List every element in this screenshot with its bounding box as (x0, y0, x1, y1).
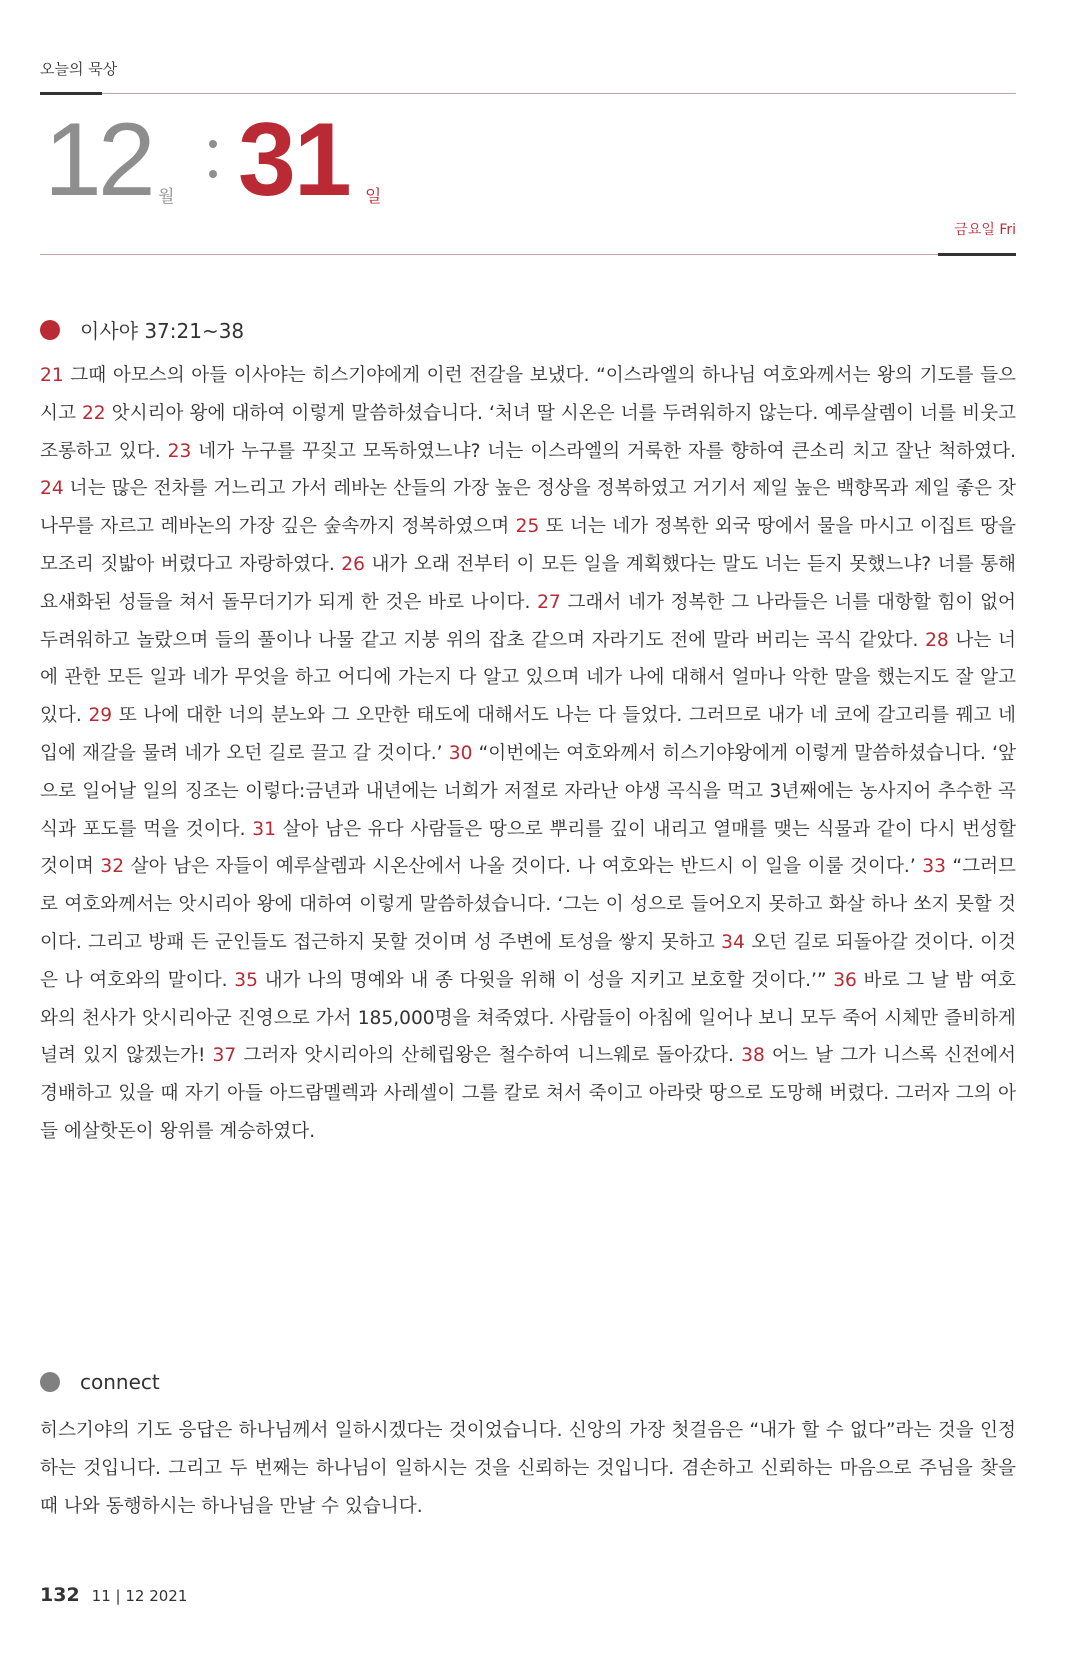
verse-number: 26 (341, 553, 365, 575)
verse-number: 29 (88, 705, 113, 727)
month-unit: 월 (158, 187, 175, 207)
verse-number: 30 (448, 742, 473, 764)
top-rule (40, 93, 1016, 94)
verse-text: 살아 남은 자들이 예루살렘과 시온산에서 나올 것이다. 나 여호와는 반드시 이 일을 이룰 것이다.’ (124, 856, 923, 878)
verse-text: 또 나에 대한 너의 분노와 그 오만한 태도에 대해서도 나는 다 들었다. 그러므로 내가 네 코에 갈고리를 꿰고 네 입에 재갈을 물려 네가 오던 길로 끌고 갈 것이다.’ (40, 705, 1016, 764)
mid-rule (40, 254, 1016, 255)
verse-text: 내가 오래 전부터 이 모든 일을 계획했다는 말도 너는 듣지 못했느냐? 너를 통해 요새화된 성들을 쳐서 돌무더기가 되게 한 것은 바로 나이다. (40, 553, 1016, 613)
verse-number: 37 (212, 1045, 237, 1067)
verse-text: 그때 아모스의 아들 이사야는 히스기야에게 이런 전갈을 보냈다. “이스라엘의 하나님 여호와께서는 왕의 기도를 들으시고 (40, 365, 1016, 424)
issue-date: 11 | 12 2021 (91, 1587, 188, 1605)
verse-number: 21 (40, 365, 64, 386)
scripture-text (40, 357, 1016, 1151)
verse-number: 38 (741, 1045, 765, 1067)
top-rule-accent (40, 92, 102, 95)
colon-dot-bottom (209, 170, 217, 178)
verse-text: 오던 길로 되돌아갈 것이다. 이것은 나 여호와의 말이다. (40, 931, 1016, 991)
verse-text: “이번에는 여호와께서 히스기야왕에게 이렇게 말씀하셨습니다. ‘앞으로 일어날 일의 징조는 이렇다:금년과 내년에는 너희가 저절로 자라난 야생 곡식을 먹고 3년째에는 농사지어 추수한 곡식과 포도를 먹을 것이다. (40, 742, 1016, 840)
connect-heading (40, 1370, 160, 1394)
verse-text: 그래서 네가 정복한 그 나라들은 너를 대항할 힘이 없어 두려워하고 놀랐으며 들의 풀이나 나물 같고 지붕 위의 잡초 같으며 자라기도 전에 말라 버리는 곡식 같았다. (40, 591, 1016, 651)
footer (40, 1584, 187, 1606)
connect-body: 히스기야의 기도 응답은 하나님께서 일하시겠다는 것이었습니다. 신앙의 가장 첫걸음은 “내가 할 수 없다”라는 것을 인정하는 것입니다. 그리고 두 번째는 하나님이 일하시는 것을 신뢰하는 것입니다. 겸손하고 신뢰하는 마음으로 주님을 찾을 때 나와 동행하시는 하나님을 만날 수 있습니다. (40, 1420, 1016, 1517)
grey-bullet-icon (40, 1372, 60, 1392)
verse-number: 36 (833, 969, 857, 991)
verse-text: 어느 날 그가 니스록 신전에서 경배하고 있을 때 자기 아들 아드람멜렉과 사레셀이 그를 칼로 쳐서 죽이고 아라랏 땅으로 도망해 버렸다. 그러자 그의 아들 에살핫돈이 왕위를 계승하였다. (40, 1045, 1016, 1142)
verse-text: 바로 그 날 밤 여호와의 천사가 앗시리아군 진영으로 가서 185,000명을 쳐죽였다. 사람들이 아침에 일어나 보니 모두 죽어 시체만 즐비하게 널려 있지 않겠는가! (40, 969, 1016, 1067)
verse-number: 22 (81, 402, 106, 424)
date-day: 31 (238, 102, 350, 218)
verse-number: 32 (100, 856, 125, 878)
verse-number: 34 (721, 931, 745, 953)
section-label: 오늘의 묵상 (40, 60, 118, 78)
day-unit: 일 (365, 187, 382, 207)
verse-number: 28 (925, 629, 949, 651)
colon-dot-top (209, 140, 217, 148)
page-number: 132 (40, 1584, 80, 1606)
verse-text: “그러므로 여호와께서는 앗시리아 왕에 대하여 이렇게 말씀하셨습니다. ‘그는 이 성으로 들어오지 못하고 화살 하나 쏘지 못할 것이다. 그리고 방패 든 군인들도 접근하지 못할 것이며 성 주변에 토성을 쌓지 못하고 (40, 856, 1016, 953)
verse-text: 내가 나의 명예와 내 종 다윗을 위해 이 성을 지키고 보호할 것이다.’” (257, 969, 834, 991)
verse-number: 33 (922, 856, 946, 878)
verse-text: 그러자 앗시리아의 산헤립왕은 철수하여 니느웨로 돌아갔다. (236, 1045, 742, 1067)
verse-number: 35 (234, 969, 258, 991)
mid-rule-accent (938, 253, 1016, 256)
weekday: 금요일 Fri (954, 222, 1016, 238)
verse-text: 살아 남은 유다 사람들은 땅으로 뿌리를 깊이 내리고 열매를 맺는 식물과 같이 다시 번성할 것이며 (40, 818, 1016, 878)
date-month: 12 (44, 102, 152, 218)
verse-number: 27 (537, 591, 561, 613)
verse-text: 앗시리아 왕에 대하여 이렇게 말씀하셨습니다. ‘처녀 딸 시온은 너를 두려워하지 않는다. 예루살렘이 너를 비웃고 조롱하고 있다. (40, 402, 1016, 462)
verse-number: 23 (167, 440, 192, 462)
verse-text: 너는 많은 전차를 거느리고 가서 레바논 산들의 가장 높은 정상을 정복하였고 거기서 제일 높은 백향목과 제일 좋은 잣나무를 자르고 레바논의 가장 깊은 숲속까지 정복하였으며 (40, 478, 1016, 538)
red-bullet-icon (40, 320, 60, 340)
verse-text: 나는 너에 관한 모든 일과 네가 무엇을 하고 어디에 가는지 다 알고 있으며 네가 나에 대해서 얼마나 악한 말을 했는지도 잘 알고 있다. (40, 629, 1016, 727)
verse-text: 네가 누구를 꾸짖고 모독하였느냐? 너는 이스라엘의 거룩한 자를 향하여 큰소리 치고 잘난 척하였다. (191, 440, 1016, 462)
verse-number: 31 (252, 818, 276, 840)
verse-number: 25 (515, 516, 540, 538)
connect-title: connect (80, 1370, 160, 1394)
scripture-heading (40, 315, 244, 344)
scripture-reference: 이사야 37:21~38 (80, 319, 245, 343)
verse-text: 또 너는 네가 정복한 외국 땅에서 물을 마시고 이집트 땅을 모조리 짓밟아 버렸다고 자랑하였다. (40, 516, 1016, 575)
verse-number: 24 (40, 478, 64, 500)
